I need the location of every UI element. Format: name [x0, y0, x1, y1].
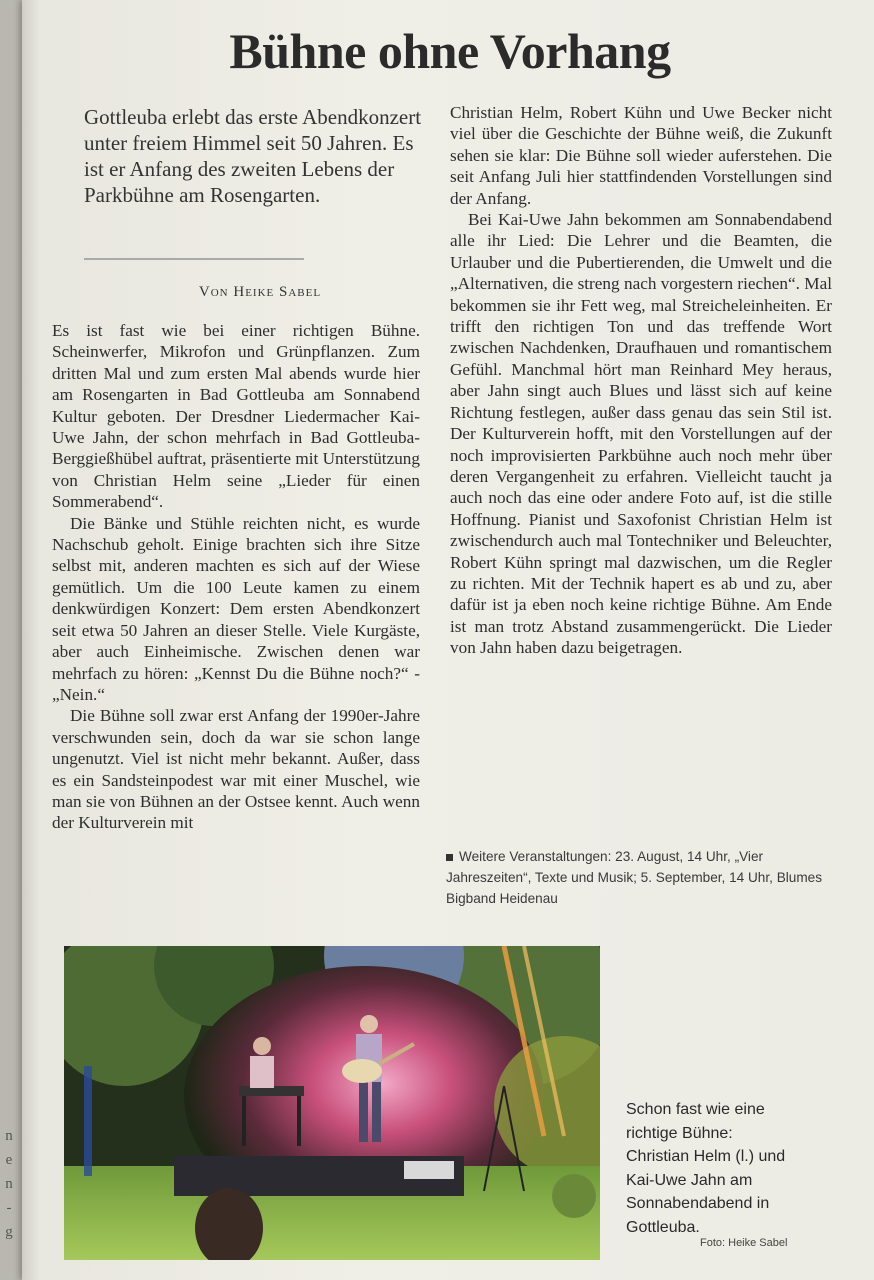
article-byline: Von Heike Sabel — [198, 284, 322, 300]
paragraph: Die Bänke und Stühle reichten nicht, es wurde Nachschub geholt. Einige brachten sich ihre Sitze selbst mit, anderen machten es sich auf der Wiese gemütlich. Um die 100 Leute kamen zu einem denkwürdigen Konzert: Dem ersten Abendkonzert seit etwa 50 Jahren an dieser Stelle. Viele Kurgäste, aber auch Einheimische. Zwischen denen war mehrfach zu hören: „Kennst Du die Bühne noch?“ - „Nein.“ — [52, 513, 420, 704]
edge-letter: n — [5, 1128, 13, 1144]
edge-letter: e — [5, 1152, 13, 1168]
article-column-2 — [450, 102, 832, 659]
concert-photo — [64, 946, 600, 1260]
events-text: Weitere Veranstaltungen: 23. August, 14 Uhr, „Vier Jahreszeiten“, Texte und Musik; 5. September, 14 Uhr, Blumes Bigband Heidenau — [446, 849, 823, 906]
photo-caption: Schon fast wie eine richtige Bühne: Christian Helm (l.) und Kai-Uwe Jahn am Sonnabendabend in Gottleuba. — [626, 1101, 786, 1236]
paragraph: Bei Kai-Uwe Jahn bekommen am Sonnabendabend alle ihr Lied: Die Lehrer und die Beamten, die Urlauber und die Pubertierenden, die Umwelt und die „Alternativen, die streng nach vorgestern riechen“. Mal bekommen sie ihr Fett weg, mal Streicheleinheiten. Er trifft den richtigen Ton und das treffende Wort zwischen Nachdenken, Draufhauen und romantischem Gefühl. Manchmal hört man Reinhard Mey heraus, aber Jahn singt auch Blues und lässt sich auf keine Richtung festlegen, außer dass genau das sein Stil ist. Der Kulturverein hofft, mit den Vorstellungen auf der noch improvisierten Parkbühne auch noch mehr über deren Vergangenheit zu erfahren. Vielleicht taucht ja auch noch das eine oder andere Foto auf, ist die stille Hoffnung. Pianist und Saxofonist Christian Helm ist zwischendurch auch mal Tontechniker und Beleuchter, Robert Kühn springt mal dazwischen, um die Regler zu richten. Mit der Technik hapert es ab und zu, aber dafür ist ja eben noch keine richtige Bühne. Am Ende ist man trotz Abstand zusammengerückt. Die Lieder von Jahn haben dazu beigetragen. — [450, 210, 832, 658]
adjacent-page-edge — [0, 0, 22, 1280]
article-column-1 — [52, 320, 420, 834]
edge-letter: n — [5, 1176, 13, 1192]
photo-credit: Foto: Heike Sabel — [700, 1237, 788, 1249]
square-bullet-icon — [446, 854, 453, 861]
article-lead: Gottleuba erlebt das erste Abendkonzert unter freiem Himmel seit 50 Jahren. Es ist er Anfang des zweiten Lebens der Parkbühne am Rosengarten. — [84, 105, 422, 207]
page-fold — [22, 0, 38, 1280]
concert-photo-illustration — [64, 946, 600, 1260]
adjacent-page-letters — [2, 1124, 16, 1244]
paragraph: Christian Helm, Robert Kühn und Uwe Becker nicht viel über die Geschichte der Bühne weiß, die Zukunft sehen sie klar: Die Bühne soll wieder auferstehen. Die seit Anfang Juli hier stattfindenden Vorstellungen sind der Anfang. — [450, 103, 832, 208]
article-headline: Bühne ohne Vorhang — [229, 23, 671, 79]
edge-letter: g — [5, 1224, 13, 1240]
paragraph: Die Bühne soll zwar erst Anfang der 1990er-Jahre verschwunden sein, doch da war sie schon lange ungenutzt. Viel ist nicht mehr bekannt. Außer, dass es ein Sandsteinpodest war mit einer Muschel, wie man sie von Bühnen an der Ostsee kennt. Auch wenn der Kulturverein mit — [52, 706, 420, 833]
edge-letter: - — [6, 1200, 12, 1216]
paragraph: Es ist fast wie bei einer richtigen Bühne. Scheinwerfer, Mikrofon und Grünpflanzen. Zum dritten Mal und zum ersten Mal abends wurde hier am Rosengarten in Bad Gottleuba am Sonnabend Kultur geboten. Der Dresdner Liedermacher Kai-Uwe Jahn, der schon mehrfach in Bad Gottleuba-Berggießhübel auftrat, präsentierte mit Unterstützung von Christian Helm seine „Lieder für einen Sommerabend“. — [52, 321, 420, 512]
events-note — [446, 846, 826, 909]
lead-divider — [84, 258, 304, 260]
